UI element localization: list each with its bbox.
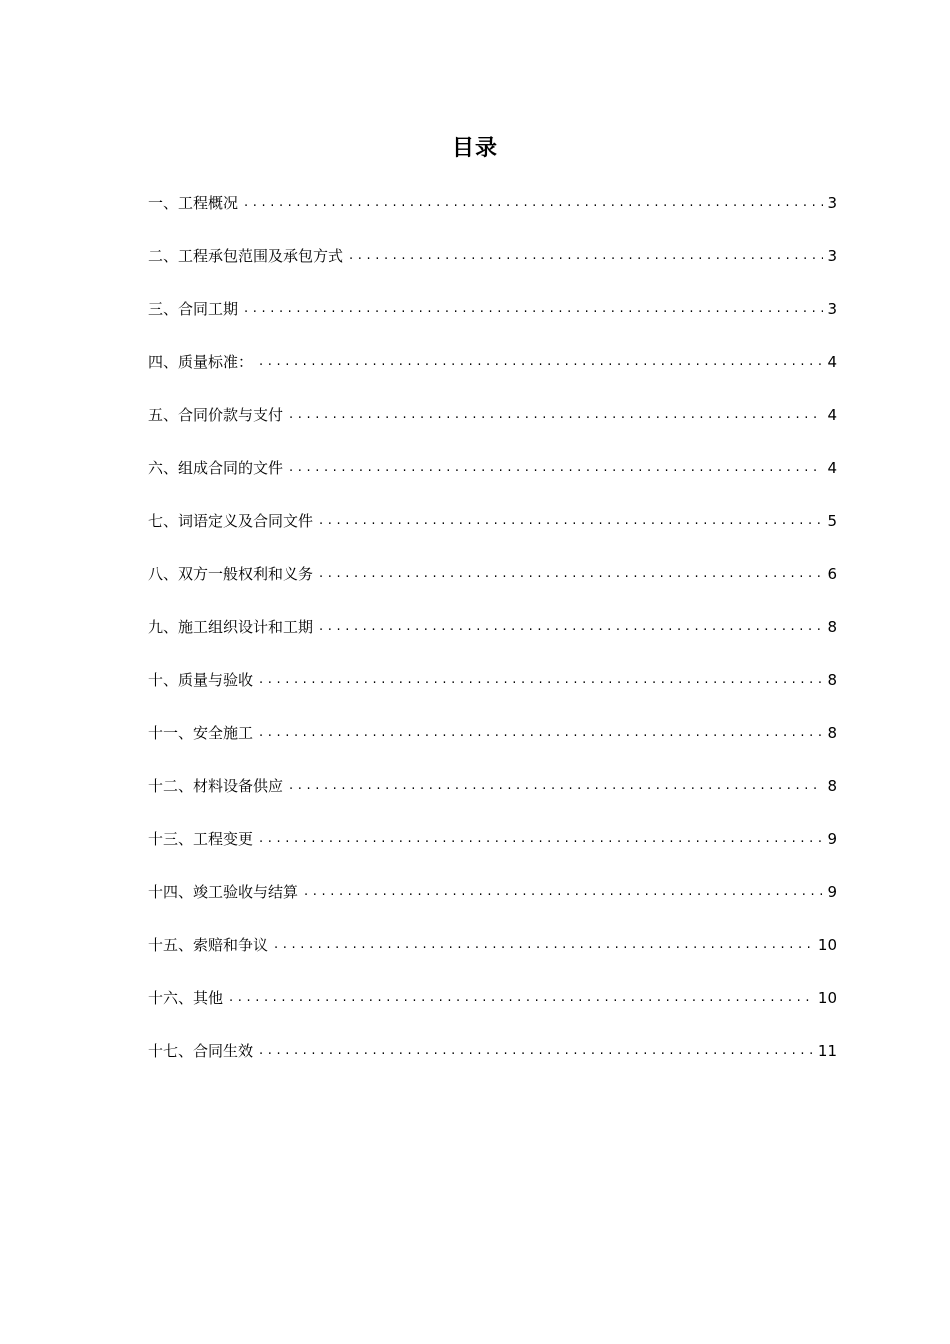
- toc-entry-page: 8: [827, 776, 837, 795]
- toc-entry-page: 4: [827, 458, 837, 477]
- toc-leader-dots: [319, 559, 823, 589]
- toc-entry-label: 十三、工程变更: [148, 829, 254, 848]
- toc-entry[interactable]: [148, 706, 837, 759]
- toc-entry[interactable]: [148, 335, 837, 388]
- toc-entry-page: 3: [827, 246, 837, 265]
- toc-entry-page: 8: [827, 617, 837, 636]
- toc-entry-label: 十、质量与验收: [148, 670, 254, 689]
- toc-entry[interactable]: [148, 918, 837, 971]
- toc-entry-page: 10: [817, 988, 837, 1007]
- toc-entry[interactable]: [148, 547, 837, 600]
- toc-entry[interactable]: [148, 1024, 837, 1077]
- toc-entry-label: 十七、合同生效: [148, 1041, 254, 1060]
- toc-entry-label: 六、组成合同的文件: [148, 458, 284, 477]
- toc-leader-dots: [259, 824, 823, 854]
- toc-entry-label: 十四、竣工验收与结算: [148, 882, 299, 901]
- toc-entry[interactable]: [148, 176, 837, 229]
- toc-entry-label: 二、工程承包范围及承包方式: [148, 246, 344, 265]
- toc-entry-page: 6: [827, 564, 837, 583]
- toc-entry-label: 十一、安全施工: [148, 723, 254, 742]
- toc-entry-label: 十二、材料设备供应: [148, 776, 284, 795]
- toc-entry-label: 三、合同工期: [148, 299, 239, 318]
- toc-leader-dots: [259, 718, 823, 748]
- toc-entry-page: 8: [827, 670, 837, 689]
- toc-leader-dots: [244, 294, 823, 324]
- toc-entry-label: 四、质量标准：: [148, 352, 254, 371]
- toc-entry-label: 七、词语定义及合同文件: [148, 511, 314, 530]
- toc-leader-dots: [259, 1036, 814, 1066]
- toc-entry[interactable]: [148, 971, 837, 1024]
- toc-leader-dots: [349, 241, 823, 271]
- toc-entry-page: 8: [827, 723, 837, 742]
- toc-leader-dots: [289, 453, 823, 483]
- table-of-contents: [148, 176, 837, 1077]
- toc-entry[interactable]: [148, 759, 837, 812]
- toc-entry-page: 9: [827, 882, 837, 901]
- toc-leader-dots: [229, 983, 814, 1013]
- toc-leader-dots: [304, 877, 823, 907]
- toc-entry[interactable]: [148, 812, 837, 865]
- toc-leader-dots: [319, 506, 823, 536]
- toc-entry-page: 11: [817, 1041, 837, 1060]
- toc-entry-page: 3: [827, 193, 837, 212]
- toc-entry-label: 十五、索赔和争议: [148, 935, 269, 954]
- toc-entry-page: 4: [827, 405, 837, 424]
- toc-leader-dots: [244, 188, 823, 218]
- toc-leader-dots: [319, 612, 823, 642]
- toc-entry[interactable]: [148, 600, 837, 653]
- toc-entry-label: 八、双方一般权利和义务: [148, 564, 314, 583]
- toc-leader-dots: [259, 665, 823, 695]
- toc-leader-dots: [274, 930, 814, 960]
- toc-title: 目录: [451, 136, 498, 161]
- toc-entry-page: 9: [827, 829, 837, 848]
- toc-entry[interactable]: [148, 282, 837, 335]
- toc-leader-dots: [289, 771, 823, 801]
- toc-leader-dots: [259, 347, 823, 377]
- toc-entry-page: 10: [817, 935, 837, 954]
- toc-entry[interactable]: [148, 229, 837, 282]
- toc-entry[interactable]: [148, 441, 837, 494]
- toc-entry-label: 五、合同价款与支付: [148, 405, 284, 424]
- toc-entry-page: 4: [827, 352, 837, 371]
- toc-entry[interactable]: [148, 865, 837, 918]
- toc-leader-dots: [289, 400, 823, 430]
- toc-entry-label: 一、工程概况: [148, 193, 239, 212]
- toc-entry[interactable]: [148, 494, 837, 547]
- toc-entry-page: 3: [827, 299, 837, 318]
- toc-entry-label: 九、施工组织设计和工期: [148, 617, 314, 636]
- toc-entry[interactable]: [148, 653, 837, 706]
- toc-entry[interactable]: [148, 388, 837, 441]
- toc-entry-page: 5: [827, 511, 837, 530]
- toc-entry-label: 十六、其他: [148, 988, 224, 1007]
